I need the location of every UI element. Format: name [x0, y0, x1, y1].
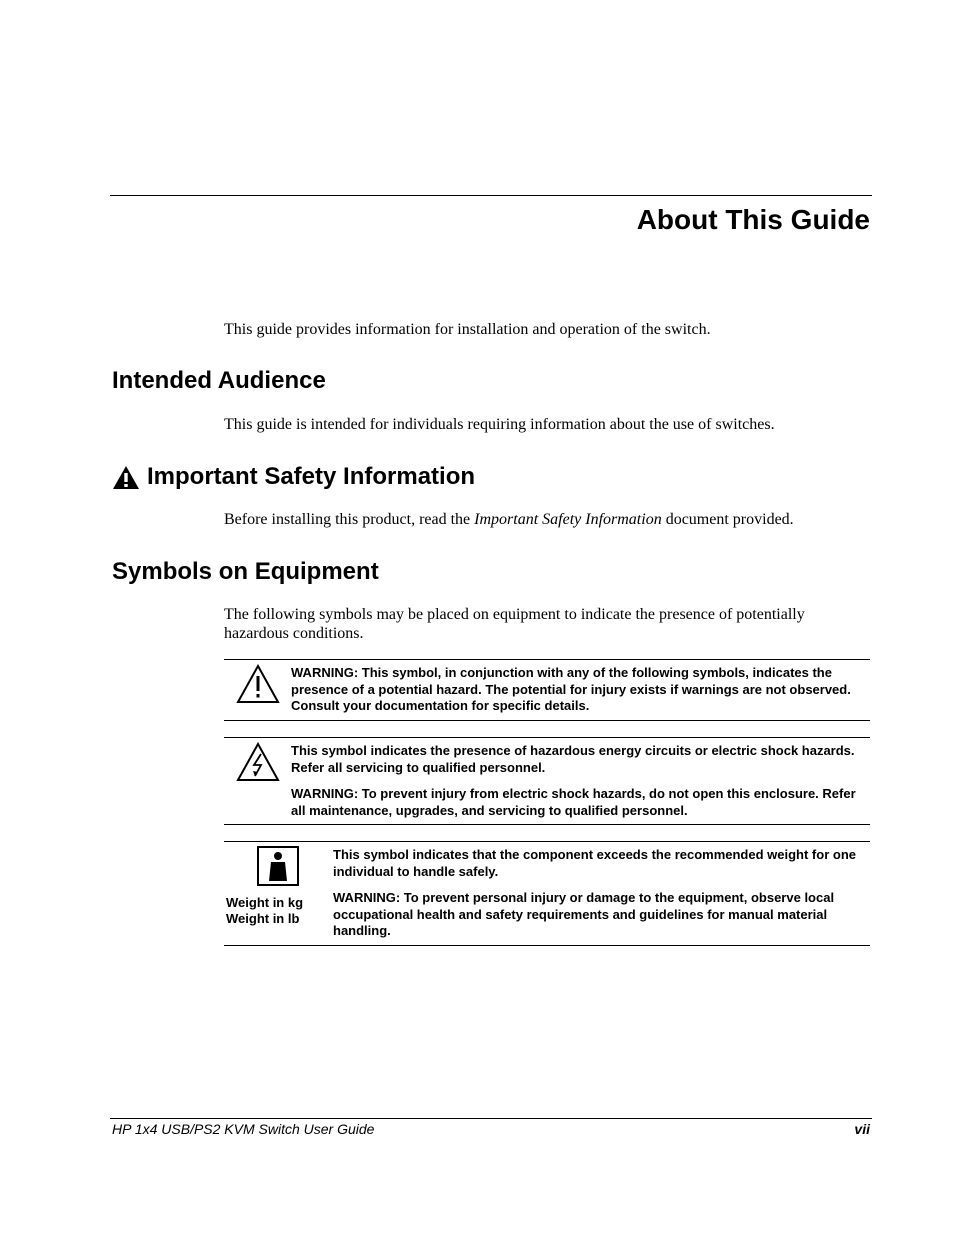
weight-label-kg: Weight in kg — [226, 895, 304, 910]
exclamation-triangle-icon — [236, 664, 280, 704]
heading-symbols — [112, 558, 379, 586]
weight-label-lb: Weight in lb — [226, 911, 300, 926]
electric-text-2: WARNING: To prevent injury from electric shock hazards, do not open this enclosure. Refer all maintenance, upgrades, and servicing to qualified personnel. — [291, 786, 856, 818]
chapter-top-rule — [110, 195, 872, 196]
table-rule-2 — [224, 720, 870, 721]
safety-paragraph — [224, 510, 864, 529]
weight-icon — [257, 846, 299, 886]
intro-paragraph: This guide provides information for installation and operation of the switch. — [224, 321, 711, 338]
safety-text-after: document provided. — [661, 511, 794, 528]
heading-safety — [112, 463, 475, 491]
footer-rule — [110, 1118, 872, 1119]
heading-safety-text: Important Safety Information — [147, 463, 476, 490]
table-rule-3 — [224, 737, 870, 738]
table-rule-6 — [224, 945, 870, 946]
safety-text-before: Before installing this product, read the — [224, 511, 475, 528]
heading-intended-audience-text: Intended Audience — [112, 367, 326, 394]
chapter-title: About This Guide — [636, 204, 870, 235]
electric-text-1: This symbol indicates the presence of hazardous energy circuits or electric shock hazards. Refer all servicing to qualified personnel. — [291, 743, 855, 775]
intended-audience-paragraph: This guide is intended for individuals requiring information about the use of switches. — [224, 416, 775, 433]
footer-title: HP 1x4 USB/PS2 KVM Switch User Guide — [112, 1121, 375, 1137]
heading-intended-audience — [112, 367, 326, 395]
weight-text-1: This symbol indicates that the component exceeds the recommended weight for one individual to handle safely. — [333, 847, 856, 879]
weight-text-2: WARNING: To prevent personal injury or damage to the equipment, observe local occupational health and safety requirements and guidelines for manual material handling. — [333, 890, 835, 938]
heading-symbols-text: Symbols on Equipment — [112, 558, 379, 585]
footer-page-number: vii — [854, 1121, 870, 1137]
general-warning-text: WARNING: This symbol, in conjunction with any of the following symbols, indicates the presence of a potential hazard. The potential for injury exists if warnings are not observed. Consult your documentation for specific details. — [291, 665, 851, 713]
safety-doc-title: Important Safety Information — [474, 511, 662, 528]
table-rule-4 — [224, 824, 870, 825]
warning-triangle-icon — [112, 465, 140, 490]
symbols-paragraph: The following symbols may be placed on equipment to indicate the presence of potentially hazardous conditions. — [224, 606, 805, 642]
table-rule-1 — [224, 659, 870, 660]
table-rule-5 — [224, 841, 870, 842]
lightning-triangle-icon — [236, 742, 280, 782]
